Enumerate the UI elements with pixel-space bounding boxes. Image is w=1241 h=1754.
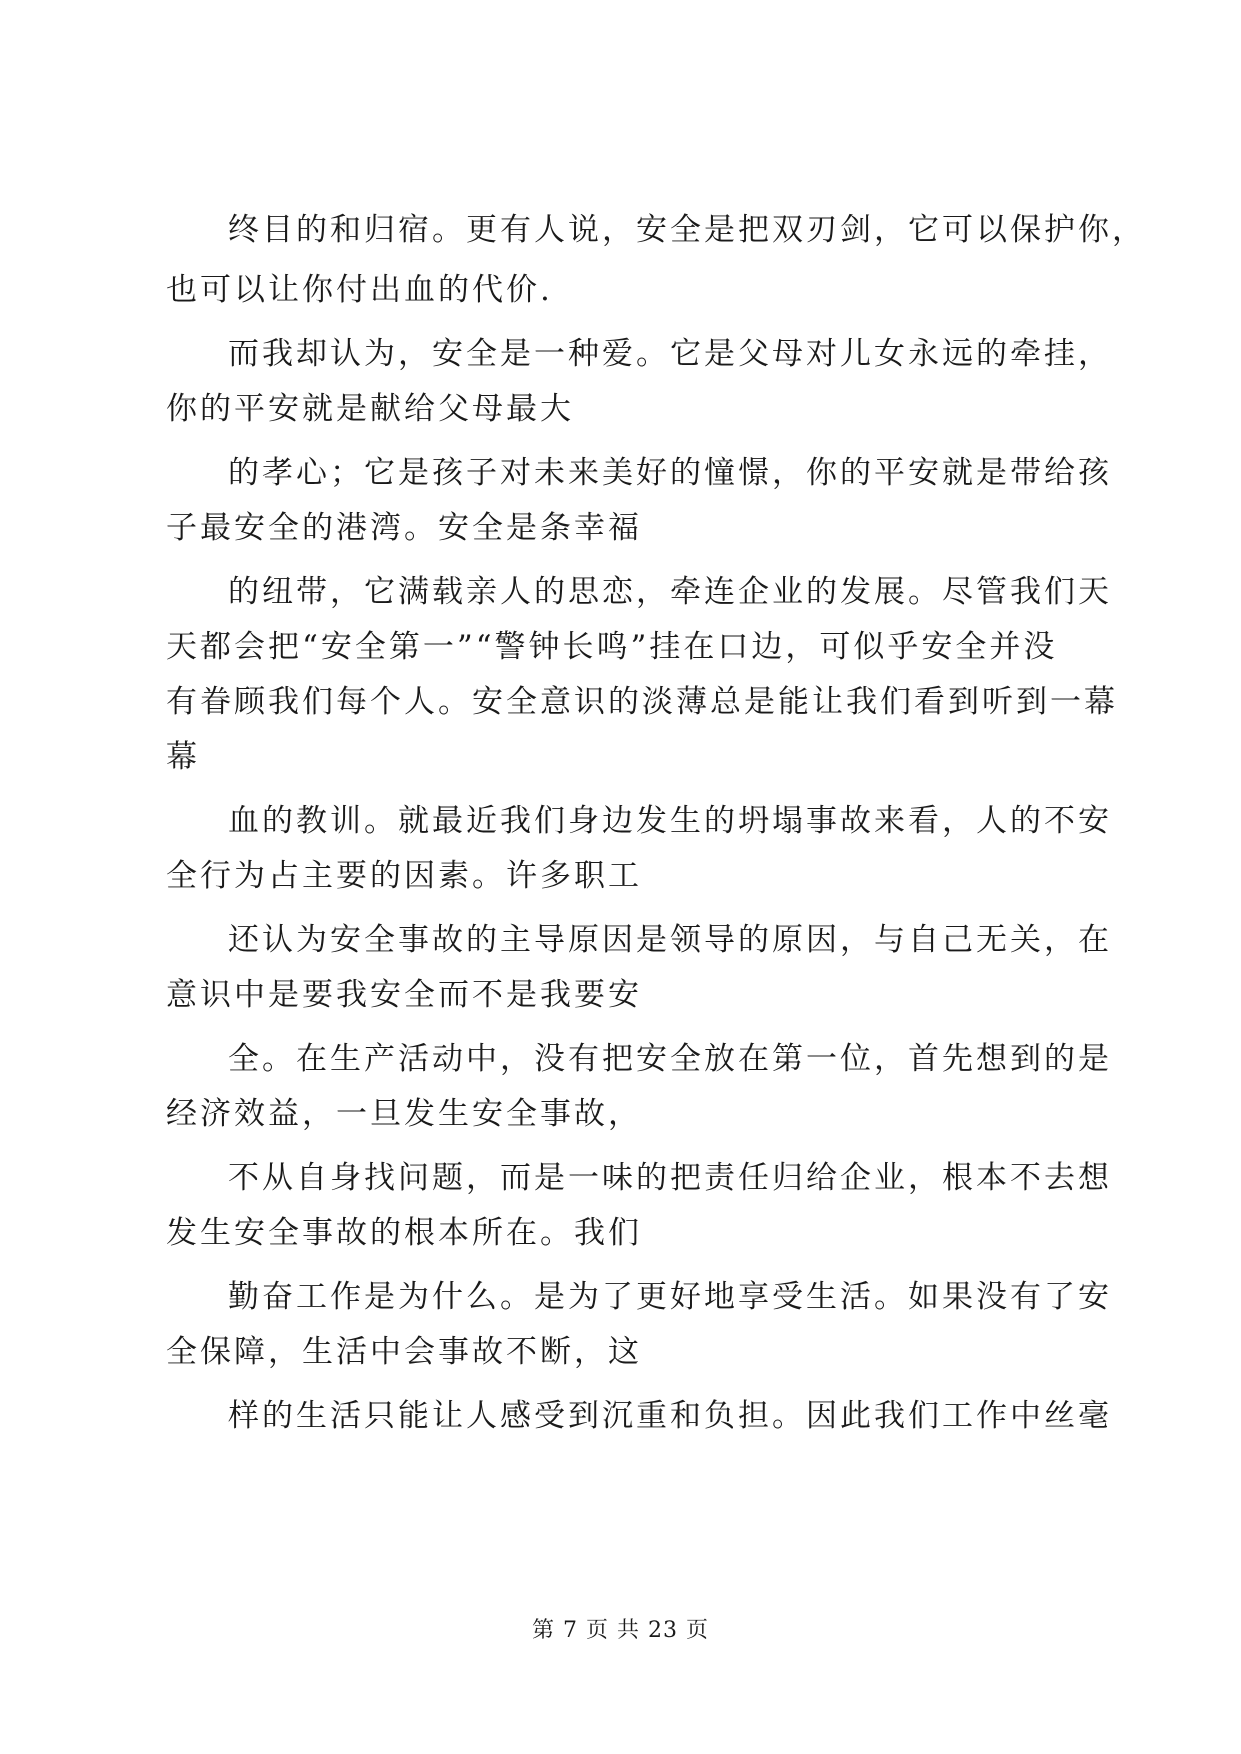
text-line: 勤奋工作是为什么。是为了更好地享受生活。如果没有了安: [228, 1279, 1112, 1315]
text-line: 你的平安就是献给父母最大: [166, 391, 574, 427]
text-line: 发生安全事故的根本所在。我们: [166, 1215, 642, 1251]
text-line: 意识中是要我安全而不是我要安: [166, 977, 642, 1013]
text-line: 全保障，生活中会事故不断，这: [166, 1334, 642, 1370]
text-line: 天都会把“安全第一”“警钟长鸣”挂在口边，可似乎安全并没: [166, 629, 1058, 665]
text-line: 的孝心；它是孩子对未来美好的憧憬，你的平安就是带给孩: [228, 455, 1112, 491]
text-line: 幕: [166, 739, 200, 775]
text-line: 的纽带，它满载亲人的思恋，牵连企业的发展。尽管我们天: [228, 574, 1112, 610]
text-line: 子最安全的港湾。安全是条幸福: [166, 510, 642, 546]
text-line: 全。在生产活动中，没有把安全放在第一位，首先想到的是: [228, 1041, 1112, 1077]
text-line: 经济效益，一旦发生安全事故，: [166, 1096, 642, 1132]
text-line: 还认为安全事故的主导原因是领导的原因，与自己无关，在: [228, 922, 1112, 958]
text-line: 终目的和归宿。更有人说，安全是把双刃剑，它可以保护你，: [228, 212, 1146, 248]
text-line: 而我却认为，安全是一种爱。它是父母对儿女永远的牵挂，: [228, 336, 1112, 372]
text-line: 有眷顾我们每个人。安全意识的淡薄总是能让我们看到听到一幕: [166, 684, 1118, 720]
text-line: 样的生活只能让人感受到沉重和负担。因此我们工作中丝毫: [228, 1398, 1112, 1434]
page-number-footer: 第 7 页 共 23 页: [532, 1618, 709, 1643]
text-line: 全行为占主要的因素。许多职工: [166, 858, 642, 894]
text-line: 也可以让你付出血的代价.: [166, 272, 553, 308]
text-line: 血的教训。就最近我们身边发生的坍塌事故来看，人的不安: [228, 803, 1112, 839]
text-line: 不从自身找问题，而是一味的把责任归给企业，根本不去想: [228, 1160, 1112, 1196]
